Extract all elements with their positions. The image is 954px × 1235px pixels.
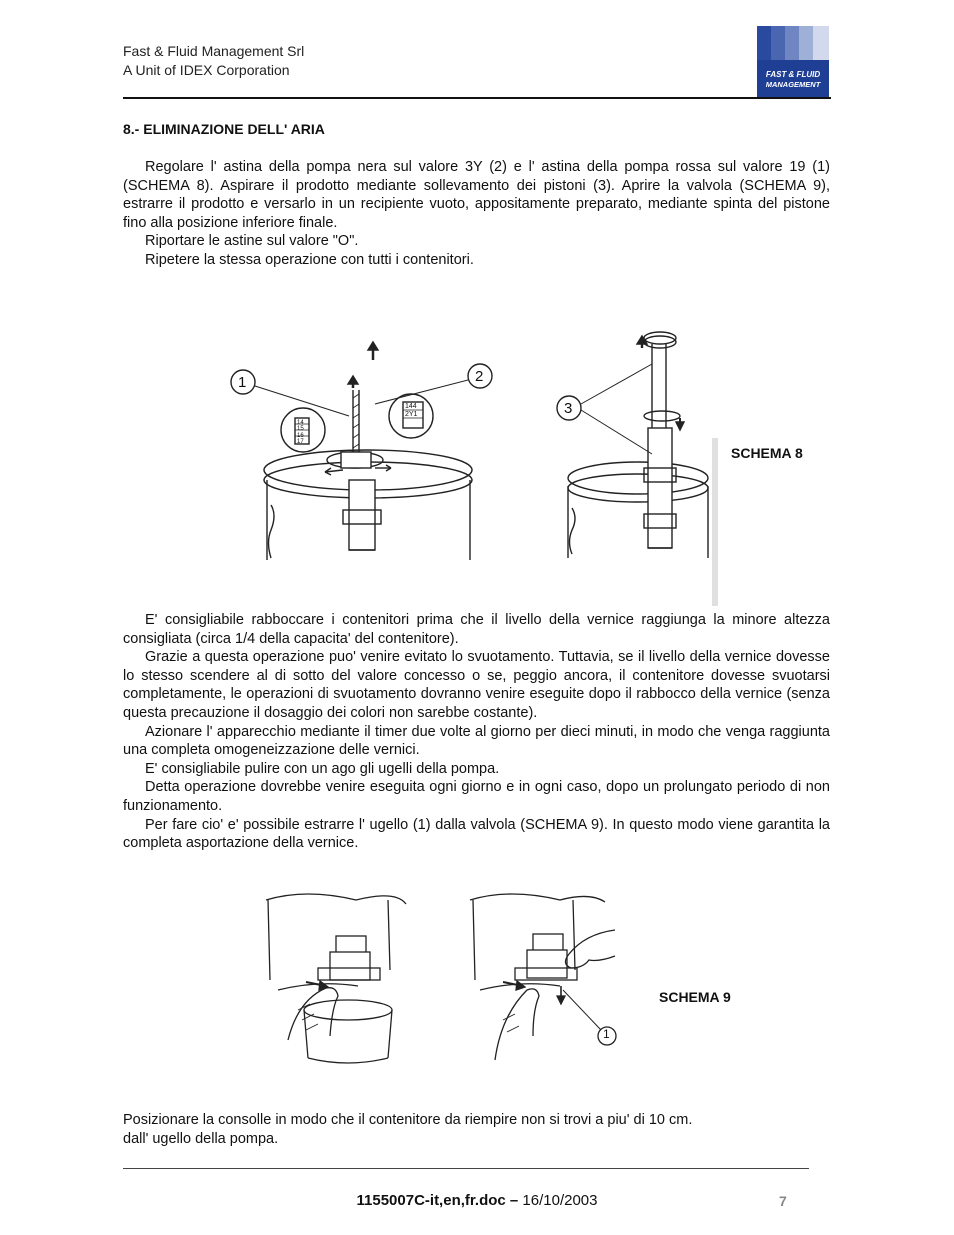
paragraph: Detta operazione dovrebbe venire eseguita ogni giorno e in ogni caso, dopo un prolungato periodo di non funzionamento. — [123, 779, 830, 814]
footer-divider — [123, 1168, 809, 1169]
maintenance-text — [123, 611, 830, 853]
schema8-label: SCHEMA 8 — [731, 445, 803, 461]
paragraph: Posizionare la consolle in modo che il contenitore da riempire non si trovi a piu' di 10 cm. — [123, 1112, 693, 1128]
intro-text — [123, 158, 830, 270]
paragraph: Regolare l' astina della pompa nera sul valore 3Y (2) e l' astina della pompa rossa sul valore 19 (1) (SCHEMA 8). Aspirare il prodotto mediante sollevamento dei pistoni (3). Aprire la valvola (SCHEMA 9), estrarre il prodotto e versarlo in un recipiente vuoto, appositamente preparato, mediante spinta del pistone fino alla posizione inferiore finale. — [123, 159, 830, 231]
paragraph: E' consigliabile rabboccare i contenitori prima che il livello della vernice raggiunga la minore altezza consigliata (circa 1/4 della capacita' del contenitore). — [123, 612, 830, 647]
callout-2: 2 — [475, 368, 484, 385]
company-subtitle: A Unit of IDEX Corporation — [123, 62, 290, 78]
gauge-left-values: 14 15 16 17 — [297, 420, 304, 445]
logo-text-line1: FAST & FLUID — [765, 70, 821, 79]
schema8-figure-left — [225, 330, 525, 580]
section-title: 8.- ELIMINAZIONE DELL' ARIA — [123, 121, 325, 137]
callout-3: 3 — [564, 400, 573, 417]
company-name: Fast & Fluid Management Srl — [123, 43, 305, 59]
fast-fluid-logo — [757, 26, 829, 97]
logo-text-line2: MANAGEMENT — [765, 80, 821, 89]
footer-date: 16/10/2003 — [518, 1192, 598, 1209]
schema9-figure-right — [465, 890, 630, 1075]
paragraph: E' consigliabile pulire con un ago gli ugelli della pompa. — [145, 760, 500, 777]
schema8-figure-right — [552, 318, 727, 613]
footer — [0, 1192, 954, 1209]
positioning-text — [123, 1111, 830, 1148]
paragraph: Azionare l' apparecchio mediante il timer due volte al giorno per dieci minuti, in modo che venga raggiunta una completa omogeneizzazione delle vernici. — [123, 723, 830, 759]
paragraph: Ripetere la stessa operazione con tutti i contenitori. — [145, 251, 474, 268]
paragraph: Per fare cio' e' possibile estrarre l' ugello (1) dalla valvola (SCHEMA 9). In questo modo viene garantita la completa asportazione della vernice. — [123, 816, 830, 852]
callout-1: 1 — [238, 374, 247, 391]
paragraph: dall' ugello della pompa. — [123, 1130, 279, 1147]
paragraph: Grazie a questa operazione puo' venire evitato lo svuotamento. Tuttavia, se il livello della vernice dovesse lo stesso scendere al di sotto del valore concesso o se, peggio ancora, il contenitore dovesse svuotarsi completamente, le operazioni di svuotamento dovranno venire eseguite dopo il rabbocco della vernice (senza questa precauzione il dosaggio dei colori non sarebbe costante). — [123, 649, 830, 721]
header-divider — [123, 97, 831, 99]
footer-doc-name: 1155007C-it,en,fr.doc – — [356, 1192, 519, 1209]
schema9-figure-left — [258, 890, 418, 1075]
schema9-callout-1: 1 — [603, 1027, 610, 1041]
paragraph: Riportare le astine sul valore "O". — [145, 233, 359, 250]
gauge-right-values: 144 2Y1 — [405, 403, 418, 418]
page-number: 7 — [779, 1193, 787, 1209]
schema9-label: SCHEMA 9 — [659, 989, 731, 1005]
